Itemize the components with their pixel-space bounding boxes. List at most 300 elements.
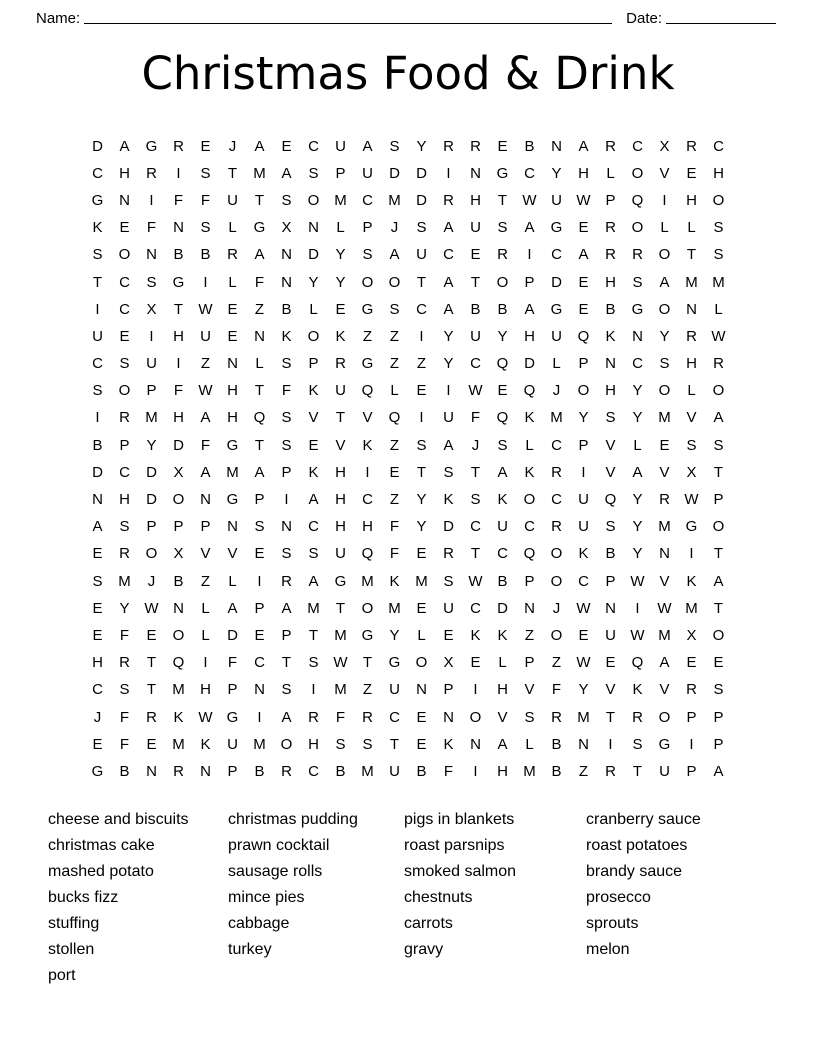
grid-cell: R bbox=[281, 762, 292, 780]
word-list-item: christmas pudding bbox=[228, 811, 358, 828]
grid-cell: I bbox=[203, 273, 208, 291]
grid-cell: G bbox=[226, 436, 239, 454]
grid-cell: Y bbox=[389, 626, 400, 644]
grid-cell: E bbox=[416, 545, 427, 563]
grid-cell: T bbox=[416, 463, 427, 481]
grid-cell: S bbox=[281, 681, 292, 699]
grid-cell: C bbox=[578, 572, 589, 590]
grid-cell: T bbox=[173, 300, 184, 318]
grid-cell: T bbox=[632, 762, 643, 780]
grid-cell: Z bbox=[200, 572, 211, 590]
grid-cell: F bbox=[254, 273, 265, 291]
grid-cell: J bbox=[228, 137, 237, 155]
grid-cell: T bbox=[389, 735, 400, 753]
grid-cell: I bbox=[176, 164, 181, 182]
grid-cell: P bbox=[146, 518, 157, 536]
grid-cell: K bbox=[200, 735, 211, 753]
grid-cell: F bbox=[173, 191, 184, 209]
grid-cell: K bbox=[524, 409, 535, 427]
grid-row bbox=[84, 703, 732, 730]
grid-cell: U bbox=[200, 327, 211, 345]
grid-cell: R bbox=[632, 708, 643, 726]
grid-cell: I bbox=[473, 762, 478, 780]
grid-cell: Q bbox=[496, 355, 509, 373]
grid-cell: A bbox=[578, 137, 589, 155]
grid-row bbox=[84, 323, 732, 350]
grid-cell: U bbox=[146, 355, 157, 373]
grid-cell: X bbox=[686, 463, 697, 481]
word-list-item: carrots bbox=[404, 915, 453, 932]
grid-cell: E bbox=[146, 626, 157, 644]
grid-cell: G bbox=[496, 164, 509, 182]
grid-cell: M bbox=[712, 273, 725, 291]
grid-cell: E bbox=[686, 164, 697, 182]
grid-cell: J bbox=[552, 382, 561, 400]
grid-cell: N bbox=[659, 545, 670, 563]
grid-cell: E bbox=[92, 599, 103, 617]
grid-cell: D bbox=[92, 137, 103, 155]
grid-cell: W bbox=[630, 626, 645, 644]
grid-cell: L bbox=[633, 436, 642, 454]
grid-cell: S bbox=[254, 518, 265, 536]
grid-cell: R bbox=[605, 762, 616, 780]
grid-cell: S bbox=[416, 436, 427, 454]
grid-cell: G bbox=[91, 191, 104, 209]
grid-cell: O bbox=[550, 626, 563, 644]
grid-cell: L bbox=[228, 273, 237, 291]
grid-cell: F bbox=[470, 409, 481, 427]
grid-cell: M bbox=[361, 572, 374, 590]
grid-cell: E bbox=[254, 545, 265, 563]
grid-row bbox=[84, 568, 732, 595]
word-list-item: mince pies bbox=[228, 889, 305, 906]
grid-cell: L bbox=[714, 300, 723, 318]
grid-cell: O bbox=[307, 327, 320, 345]
grid-cell: S bbox=[686, 436, 697, 454]
grid-cell: U bbox=[578, 491, 589, 509]
grid-cell: C bbox=[470, 355, 481, 373]
grid-row bbox=[84, 187, 732, 214]
grid-cell: I bbox=[446, 164, 451, 182]
grid-cell: D bbox=[308, 246, 319, 264]
grid-cell: Z bbox=[362, 681, 373, 699]
grid-cell: Y bbox=[335, 273, 346, 291]
grid-cell: C bbox=[524, 518, 535, 536]
grid-row bbox=[84, 540, 732, 567]
grid-cell: B bbox=[173, 246, 184, 264]
grid-cell: R bbox=[443, 137, 454, 155]
grid-cell: S bbox=[119, 355, 130, 373]
grid-cell: E bbox=[578, 219, 589, 237]
grid-cell: E bbox=[92, 735, 103, 753]
grid-cell: M bbox=[685, 273, 698, 291]
grid-cell: V bbox=[227, 545, 238, 563]
grid-cell: E bbox=[92, 545, 103, 563]
grid-cell: I bbox=[257, 572, 262, 590]
grid-cell: T bbox=[713, 599, 724, 617]
grid-cell: J bbox=[93, 708, 102, 726]
grid-cell: M bbox=[334, 626, 347, 644]
grid-cell: W bbox=[198, 708, 213, 726]
grid-cell: S bbox=[389, 137, 400, 155]
grid-cell: O bbox=[550, 572, 563, 590]
grid-cell: K bbox=[686, 572, 697, 590]
grid-cell: N bbox=[146, 246, 157, 264]
grid-cell: Y bbox=[308, 273, 319, 291]
grid-cell: R bbox=[470, 137, 481, 155]
grid-cell: N bbox=[443, 708, 454, 726]
grid-cell: N bbox=[200, 491, 211, 509]
grid-cell: V bbox=[497, 708, 508, 726]
grid-cell: A bbox=[119, 137, 130, 155]
grid-cell: N bbox=[416, 681, 427, 699]
grid-cell: I bbox=[257, 708, 262, 726]
grid-cell: M bbox=[685, 599, 698, 617]
grid-cell: C bbox=[308, 137, 319, 155]
grid-cell: D bbox=[146, 463, 157, 481]
grid-row bbox=[84, 486, 732, 513]
grid-cell: P bbox=[254, 599, 265, 617]
grid-cell: G bbox=[361, 626, 374, 644]
grid-cell: N bbox=[281, 273, 292, 291]
grid-cell: S bbox=[281, 436, 292, 454]
grid-cell: C bbox=[308, 762, 319, 780]
grid-cell: R bbox=[227, 246, 238, 264]
grid-cell: Q bbox=[388, 409, 401, 427]
grid-cell: O bbox=[415, 654, 428, 672]
grid-cell: C bbox=[119, 300, 130, 318]
grid-cell: S bbox=[389, 300, 400, 318]
grid-cell: I bbox=[149, 191, 154, 209]
grid-cell: T bbox=[146, 681, 157, 699]
grid-cell: U bbox=[470, 327, 481, 345]
grid-cell: S bbox=[497, 436, 508, 454]
grid-cell: U bbox=[578, 518, 589, 536]
grid-cell: F bbox=[119, 626, 130, 644]
grid-cell: S bbox=[92, 572, 103, 590]
grid-cell: J bbox=[471, 436, 480, 454]
grid-cell: R bbox=[146, 164, 157, 182]
grid-cell: W bbox=[576, 599, 591, 617]
grid-cell: S bbox=[632, 273, 643, 291]
grid-cell: K bbox=[497, 626, 508, 644]
grid-cell: I bbox=[662, 191, 667, 209]
grid-cell: L bbox=[552, 355, 561, 373]
grid-cell: Y bbox=[551, 164, 562, 182]
grid-cell: H bbox=[686, 355, 697, 373]
grid-cell: H bbox=[227, 382, 238, 400]
grid-cell: V bbox=[524, 681, 535, 699]
word-list-item: roast parsnips bbox=[404, 837, 505, 854]
grid-cell: A bbox=[200, 463, 211, 481]
grid-cell: T bbox=[254, 382, 265, 400]
grid-cell: R bbox=[686, 327, 697, 345]
grid-cell: F bbox=[389, 545, 400, 563]
word-list-item: smoked salmon bbox=[404, 863, 517, 880]
grid-cell: Z bbox=[524, 626, 535, 644]
grid-cell: L bbox=[201, 599, 210, 617]
word-list-item: turkey bbox=[228, 941, 272, 958]
grid-cell: M bbox=[253, 735, 266, 753]
grid-cell: P bbox=[713, 708, 724, 726]
grid-cell: E bbox=[389, 463, 400, 481]
grid-cell: O bbox=[712, 382, 725, 400]
grid-cell: Q bbox=[577, 327, 590, 345]
grid-cell: U bbox=[335, 545, 346, 563]
grid-cell: M bbox=[577, 708, 590, 726]
word-list-item: cheese and biscuits bbox=[48, 811, 189, 828]
grid-cell: H bbox=[605, 273, 616, 291]
grid-cell: S bbox=[281, 545, 292, 563]
grid-cell: N bbox=[227, 518, 238, 536]
grid-cell: S bbox=[713, 681, 724, 699]
grid-cell: Q bbox=[604, 491, 617, 509]
grid-cell: E bbox=[119, 219, 130, 237]
grid-cell: R bbox=[362, 708, 373, 726]
grid-cell: V bbox=[200, 545, 211, 563]
grid-cell: Z bbox=[254, 300, 265, 318]
grid-cell: A bbox=[281, 599, 292, 617]
grid-cell: X bbox=[173, 463, 184, 481]
grid-cell: S bbox=[713, 219, 724, 237]
grid-cell: D bbox=[416, 191, 427, 209]
grid-cell: I bbox=[581, 463, 586, 481]
grid-cell: T bbox=[254, 436, 265, 454]
grid-cell: Y bbox=[578, 681, 589, 699]
grid-cell: K bbox=[281, 327, 292, 345]
grid-cell: L bbox=[336, 219, 345, 237]
grid-cell: V bbox=[605, 681, 616, 699]
grid-cell: Y bbox=[416, 137, 427, 155]
grid-cell: E bbox=[578, 626, 589, 644]
grid-cell: M bbox=[550, 409, 563, 427]
grid-cell: C bbox=[92, 681, 103, 699]
grid-cell: A bbox=[281, 164, 292, 182]
grid-cell: O bbox=[307, 191, 320, 209]
grid-cell: H bbox=[497, 681, 508, 699]
grid-cell: Y bbox=[443, 327, 454, 345]
grid-cell: R bbox=[443, 191, 454, 209]
grid-cell: T bbox=[335, 599, 346, 617]
grid-cell: M bbox=[658, 518, 671, 536]
grid-cell: A bbox=[497, 463, 508, 481]
grid-cell: U bbox=[443, 599, 454, 617]
grid-cell: F bbox=[146, 219, 157, 237]
grid-cell: E bbox=[443, 626, 454, 644]
grid-cell: O bbox=[172, 626, 185, 644]
grid-cell: R bbox=[497, 246, 508, 264]
grid-cell: P bbox=[686, 762, 697, 780]
grid-cell: F bbox=[551, 681, 562, 699]
grid-cell: P bbox=[362, 219, 373, 237]
grid-row bbox=[84, 459, 732, 486]
grid-cell: C bbox=[362, 191, 373, 209]
grid-cell: Y bbox=[146, 436, 157, 454]
grid-cell: S bbox=[713, 246, 724, 264]
word-list-item: mashed potato bbox=[48, 863, 154, 880]
date-label: Date: bbox=[626, 10, 662, 27]
grid-cell: A bbox=[200, 409, 211, 427]
grid-cell: V bbox=[362, 409, 373, 427]
grid-cell: W bbox=[522, 191, 537, 209]
grid-cell: B bbox=[497, 300, 508, 318]
grid-cell: A bbox=[389, 246, 400, 264]
grid-cell: D bbox=[497, 599, 508, 617]
grid-cell: T bbox=[335, 409, 346, 427]
grid-cell: P bbox=[605, 572, 616, 590]
grid-cell: S bbox=[524, 708, 535, 726]
grid-cell: O bbox=[712, 518, 725, 536]
grid-cell: A bbox=[254, 246, 265, 264]
grid-cell: W bbox=[198, 300, 213, 318]
grid-cell: I bbox=[419, 409, 424, 427]
grid-cell: T bbox=[362, 654, 373, 672]
grid-cell: S bbox=[92, 382, 103, 400]
grid-row bbox=[84, 649, 732, 676]
grid-cell: C bbox=[524, 164, 535, 182]
grid-cell: P bbox=[146, 382, 157, 400]
grid-cell: U bbox=[659, 762, 670, 780]
grid-cell: W bbox=[144, 599, 159, 617]
grid-cell: C bbox=[254, 654, 265, 672]
grid-cell: N bbox=[632, 327, 643, 345]
grid-cell: E bbox=[416, 382, 427, 400]
grid-cell: E bbox=[578, 300, 589, 318]
grid-cell: D bbox=[173, 436, 184, 454]
grid-cell: S bbox=[92, 246, 103, 264]
word-list-item: stollen bbox=[48, 941, 95, 958]
grid-cell: C bbox=[632, 137, 643, 155]
grid-cell: N bbox=[173, 219, 184, 237]
word-list-column bbox=[228, 807, 404, 989]
grid-cell: N bbox=[173, 599, 184, 617]
grid-cell: R bbox=[551, 463, 562, 481]
grid-cell: E bbox=[92, 626, 103, 644]
grid-cell: M bbox=[172, 735, 185, 753]
grid-cell: N bbox=[308, 219, 319, 237]
name-field[interactable] bbox=[84, 10, 612, 24]
grid-cell: M bbox=[658, 626, 671, 644]
grid-cell: W bbox=[468, 382, 483, 400]
grid-cell: Q bbox=[496, 409, 509, 427]
grid-cell: T bbox=[308, 626, 319, 644]
word-list-item: pigs in blankets bbox=[404, 811, 515, 828]
grid-cell: N bbox=[551, 137, 562, 155]
grid-cell: X bbox=[686, 626, 697, 644]
grid-cell: Y bbox=[632, 518, 643, 536]
grid-cell: R bbox=[659, 491, 670, 509]
grid-cell: G bbox=[361, 300, 374, 318]
grid-cell: U bbox=[389, 762, 400, 780]
grid-cell: R bbox=[551, 708, 562, 726]
grid-cell: G bbox=[685, 518, 698, 536]
grid-cell: A bbox=[92, 518, 103, 536]
grid-cell: H bbox=[308, 735, 319, 753]
date-field[interactable] bbox=[666, 10, 776, 24]
grid-cell: I bbox=[527, 246, 532, 264]
grid-cell: N bbox=[605, 599, 616, 617]
grid-cell: Y bbox=[443, 355, 454, 373]
grid-cell: H bbox=[362, 518, 373, 536]
grid-cell: O bbox=[361, 599, 374, 617]
header-row bbox=[36, 6, 780, 27]
grid-cell: F bbox=[119, 708, 130, 726]
grid-cell: W bbox=[576, 191, 591, 209]
grid-cell: U bbox=[335, 137, 346, 155]
grid-cell: E bbox=[146, 735, 157, 753]
grid-cell: Z bbox=[200, 355, 211, 373]
grid-cell: B bbox=[200, 246, 211, 264]
grid-cell: W bbox=[576, 654, 591, 672]
grid-cell: S bbox=[146, 273, 157, 291]
grid-cell: A bbox=[713, 762, 724, 780]
grid-cell: B bbox=[605, 545, 616, 563]
grid-cell: E bbox=[254, 626, 265, 644]
grid-cell: Q bbox=[631, 191, 644, 209]
grid-cell: S bbox=[659, 355, 670, 373]
grid-cell: G bbox=[226, 491, 239, 509]
grid-cell: S bbox=[497, 219, 508, 237]
grid-cell: Y bbox=[497, 327, 508, 345]
grid-cell: I bbox=[635, 599, 640, 617]
grid-cell: T bbox=[713, 463, 724, 481]
grid-cell: R bbox=[173, 137, 184, 155]
grid-cell: J bbox=[552, 599, 561, 617]
grid-cell: K bbox=[362, 436, 373, 454]
grid-cell: C bbox=[308, 518, 319, 536]
grid-cell: D bbox=[416, 164, 427, 182]
grid-cell: A bbox=[659, 654, 670, 672]
grid-cell: T bbox=[92, 273, 103, 291]
grid-cell: E bbox=[659, 436, 670, 454]
grid-cell: L bbox=[228, 572, 237, 590]
grid-cell: O bbox=[631, 164, 644, 182]
grid-cell: H bbox=[92, 654, 103, 672]
grid-cell: N bbox=[281, 518, 292, 536]
grid-cell: U bbox=[389, 681, 400, 699]
grid-cell: G bbox=[91, 762, 104, 780]
grid-cell: M bbox=[226, 463, 239, 481]
grid-cell: A bbox=[254, 137, 265, 155]
word-list-item: gravy bbox=[404, 941, 444, 958]
grid-cell: P bbox=[443, 681, 454, 699]
grid-cell: L bbox=[201, 626, 210, 644]
grid-cell: U bbox=[416, 246, 427, 264]
grid-cell: N bbox=[254, 681, 265, 699]
grid-cell: U bbox=[227, 191, 238, 209]
grid-cell: P bbox=[200, 518, 211, 536]
grid-cell: A bbox=[632, 463, 643, 481]
grid-cell: M bbox=[118, 572, 131, 590]
grid-cell: R bbox=[551, 518, 562, 536]
grid-cell: C bbox=[632, 355, 643, 373]
grid-cell: K bbox=[308, 463, 319, 481]
grid-cell: I bbox=[608, 735, 613, 753]
grid-cell: S bbox=[308, 654, 319, 672]
grid-cell: P bbox=[686, 708, 697, 726]
grid-cell: B bbox=[335, 762, 346, 780]
grid-cell: G bbox=[145, 137, 158, 155]
grid-cell: Q bbox=[172, 654, 185, 672]
grid-cell: C bbox=[443, 246, 454, 264]
grid-cell: H bbox=[470, 191, 481, 209]
grid-cell: Q bbox=[361, 382, 374, 400]
grid-cell: I bbox=[689, 735, 694, 753]
grid-cell: K bbox=[632, 681, 643, 699]
grid-cell: R bbox=[119, 545, 130, 563]
grid-cell: U bbox=[335, 382, 346, 400]
grid-cell: S bbox=[362, 735, 373, 753]
